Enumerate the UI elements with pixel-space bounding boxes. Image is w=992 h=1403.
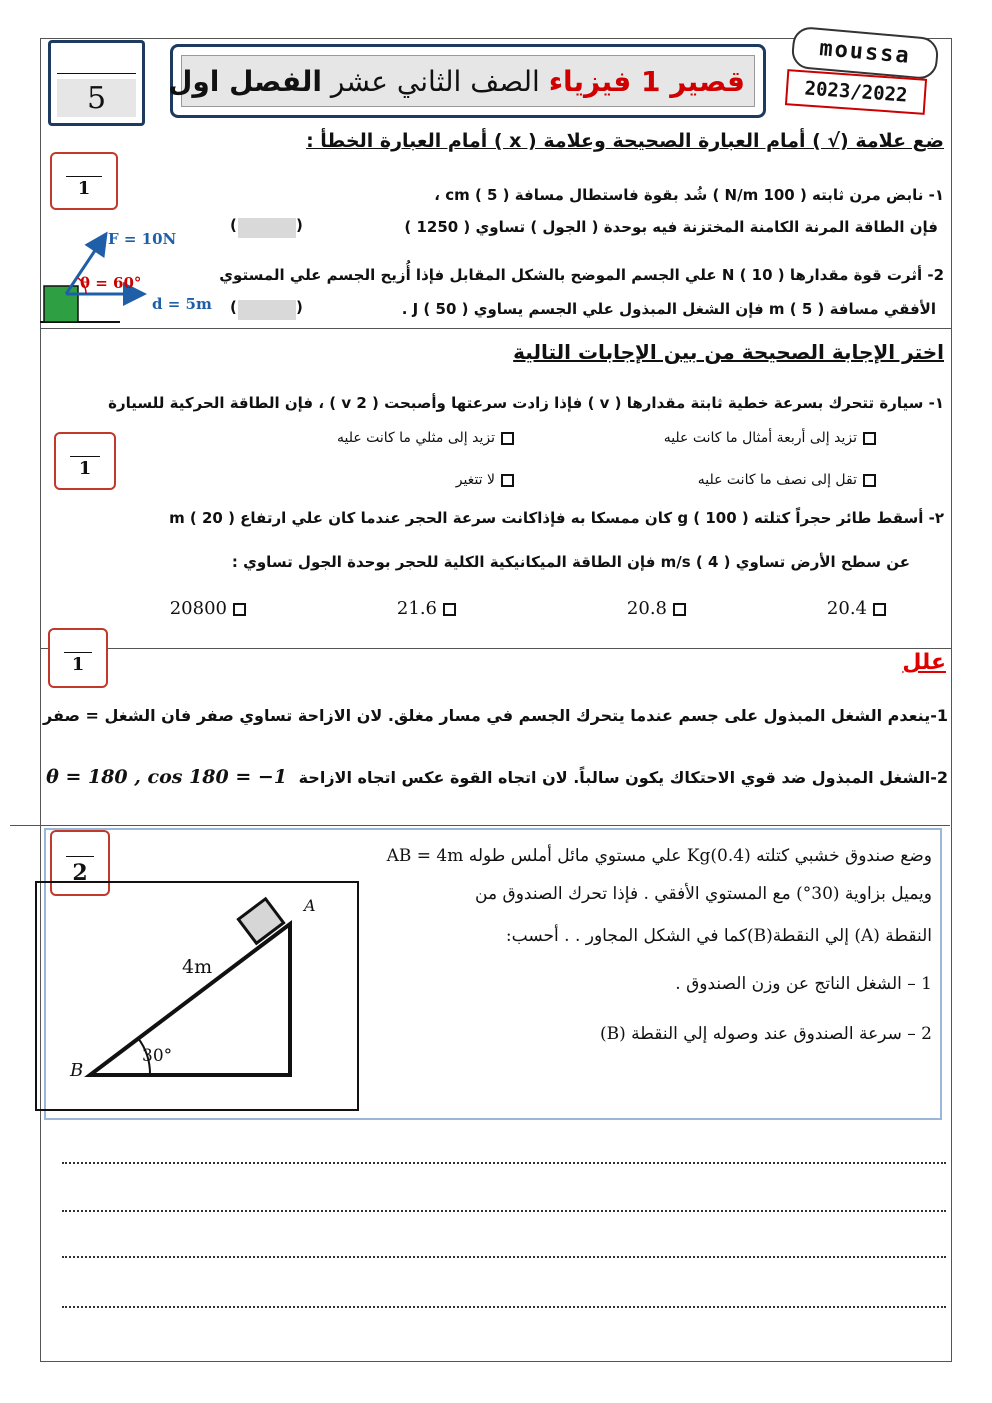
s2-q2-line2: عن سطح الأرض تساوي m/s ( 4 ) فإن الطاقة الميكانيكية الكلية للحجر بوحدة الجول تساوي : [231, 553, 910, 571]
checkbox-icon[interactable] [863, 432, 876, 445]
s2-q1-option-b[interactable] [337, 430, 514, 446]
checkbox-icon[interactable] [501, 474, 514, 487]
s2-q2-option-d-label: 20800 [169, 598, 227, 619]
title-subject: قصير 1 فيزياء [548, 65, 745, 98]
displacement-label: d = 5m [152, 295, 212, 313]
s4-line1: وضع صندوق خشبي كتلته (0.4)Kg علي مستوي مائل أملس طوله AB = 4m [386, 846, 932, 866]
s2-q1-option-a-label: تزيد إلى أربعة أمثال ما كانت عليه [663, 430, 857, 446]
s2-q2-line1: ٢- أسقط طائر حجراً كتلته g ( 100 ) كان ممسكا به فإذاكانت سرعة الحجر عندما كان علي ارتفاع m ( 20 ) [169, 509, 944, 527]
year-badge: 2023/2022 [785, 69, 927, 115]
answer-line[interactable] [62, 1204, 946, 1212]
s2-q2-option-b-label: 20.8 [626, 598, 667, 619]
incline-length-label: 4m [182, 956, 213, 978]
angle-label: θ = 60° [80, 274, 142, 292]
s3-q2-math: θ = 180 , cos 180 = −1 [46, 766, 288, 788]
section4-score: 2 [72, 860, 88, 886]
total-score-box [48, 40, 145, 126]
checkbox-icon[interactable] [873, 603, 886, 616]
answer-line[interactable] [62, 1250, 946, 1258]
s1-q2-paren-open: ( [230, 298, 237, 316]
incline-angle-label: 30° [142, 1046, 173, 1066]
section3-score: 1 [71, 654, 85, 675]
s1-q1-paren-open: ( [230, 216, 237, 234]
divider-2 [40, 648, 952, 649]
point-b-label: B [70, 1060, 84, 1081]
s1-q2-line2: الأفقي مسافة m ( 5 ) فإن الشغل المبذول علي الجسم يساوي J ( 50 ) . [401, 300, 936, 318]
author-stamp: moussa [790, 26, 939, 81]
s1-q1-answer-box[interactable] [238, 218, 296, 238]
title-grade: الصف الثاني عشر [321, 65, 549, 98]
section2-score-box [54, 432, 116, 490]
s2-q1-option-a[interactable] [664, 430, 876, 446]
total-score: 5 [86, 81, 107, 116]
page-title [168, 65, 745, 98]
answer-line[interactable] [62, 1156, 946, 1164]
s2-q1-option-c[interactable] [698, 472, 876, 488]
s1-q2-answer-box[interactable] [238, 300, 296, 320]
checkbox-icon[interactable] [501, 432, 514, 445]
s1-q1-paren-close: ) [296, 216, 303, 234]
s2-q2-option-c[interactable] [397, 598, 456, 619]
s2-q1: ١- سيارة تتحرك بسرعة خطية ثابتة مقدارها ( v ) فإذا زادت سرعتها وأصبحت ( 2 v ) ، فإن الطاقة الحركية للسيارة [108, 394, 944, 412]
answer-line[interactable] [62, 1300, 946, 1308]
title-term: الفصل اول [168, 65, 322, 98]
force-label: F = 10N [108, 230, 177, 248]
section3-title: علل [902, 650, 946, 675]
s2-q1-option-d-label: لا تتغير [455, 472, 495, 488]
s3-q2-text: 2-الشغل المبذول ضد قوي الاحتكاك يكون سالباً. لان اتجاه القوة عكس اتجاه الازاحة [298, 768, 948, 787]
section1-score: 1 [77, 178, 91, 199]
divider-1 [40, 328, 952, 329]
wooden-box [238, 899, 283, 943]
s4-line2: ويميل بزاوية (30°) مع المستوي الأفقي . فإذا تحرك الصندوق من [475, 884, 932, 904]
s1-q2-paren-close: ) [296, 298, 303, 316]
s2-q2-option-d[interactable] [170, 598, 246, 619]
s1-q1-line1: ١- نابض مرن ثابته ( 100 N/m ) شُد بقوة فاستطال مسافة cm ( 5 ) ، [434, 186, 944, 204]
section1-score-box [50, 152, 118, 210]
s1-q1-line2: فإن الطاقة المرنة الكامنة المختزنة فيه بوحدة ( الجول ) تساوي ( 1250 ) [404, 218, 938, 236]
s2-q1-option-d[interactable] [456, 472, 514, 488]
s2-q1-option-c-label: تقل إلى نصف ما كانت عليه [697, 472, 857, 488]
checkbox-icon[interactable] [443, 603, 456, 616]
section2-score: 1 [78, 458, 92, 479]
divider-3 [10, 825, 950, 826]
s2-q2-option-a[interactable] [827, 598, 886, 619]
s1-q2-line1: 2- أثرت قوة مقدارها N ( 10 ) علي الجسم الموضح بالشكل المقابل فإذا أُزيح الجسم علي المستوي [219, 266, 944, 284]
s4-line3: النقطة (A) إلي النقطة(B)كما في الشكل المجاور . . أحسب: [505, 926, 932, 946]
checkbox-icon[interactable] [863, 474, 876, 487]
s2-q1-option-b-label: تزيد إلى مثلي ما كانت عليه [336, 430, 495, 446]
s2-q2-option-b[interactable] [627, 598, 686, 619]
block [44, 286, 78, 322]
s4-item2: 2 – سرعة الصندوق عند وصوله إلي النقطة (B) [600, 1024, 932, 1044]
section2-title: اختر الإجابة الصحيحة من بين الإجابات التالية [513, 340, 944, 364]
checkbox-icon[interactable] [233, 603, 246, 616]
checkbox-icon[interactable] [673, 603, 686, 616]
s2-q2-option-c-label: 21.6 [396, 598, 437, 619]
point-a-label: A [304, 896, 316, 915]
s3-q2 [46, 766, 948, 788]
s3-q1: 1-ينعدم الشغل المبذول على جسم عندما يتحرك الجسم في مسار مغلق. لان الازاحة تساوي صفر فان الشغل = صفر [43, 706, 948, 725]
incline-triangle [90, 924, 290, 1075]
section3-score-box [48, 628, 108, 688]
s2-q2-option-a-label: 20.4 [826, 598, 867, 619]
section1-title: ضع علامة (√ ) أمام العبارة الصحيحة وعلامة ( x ) أمام العبارة الخطأ : [306, 130, 944, 152]
title-banner [170, 44, 766, 118]
s4-item1: 1 – الشغل الناتج عن وزن الصندوق . [675, 974, 932, 994]
